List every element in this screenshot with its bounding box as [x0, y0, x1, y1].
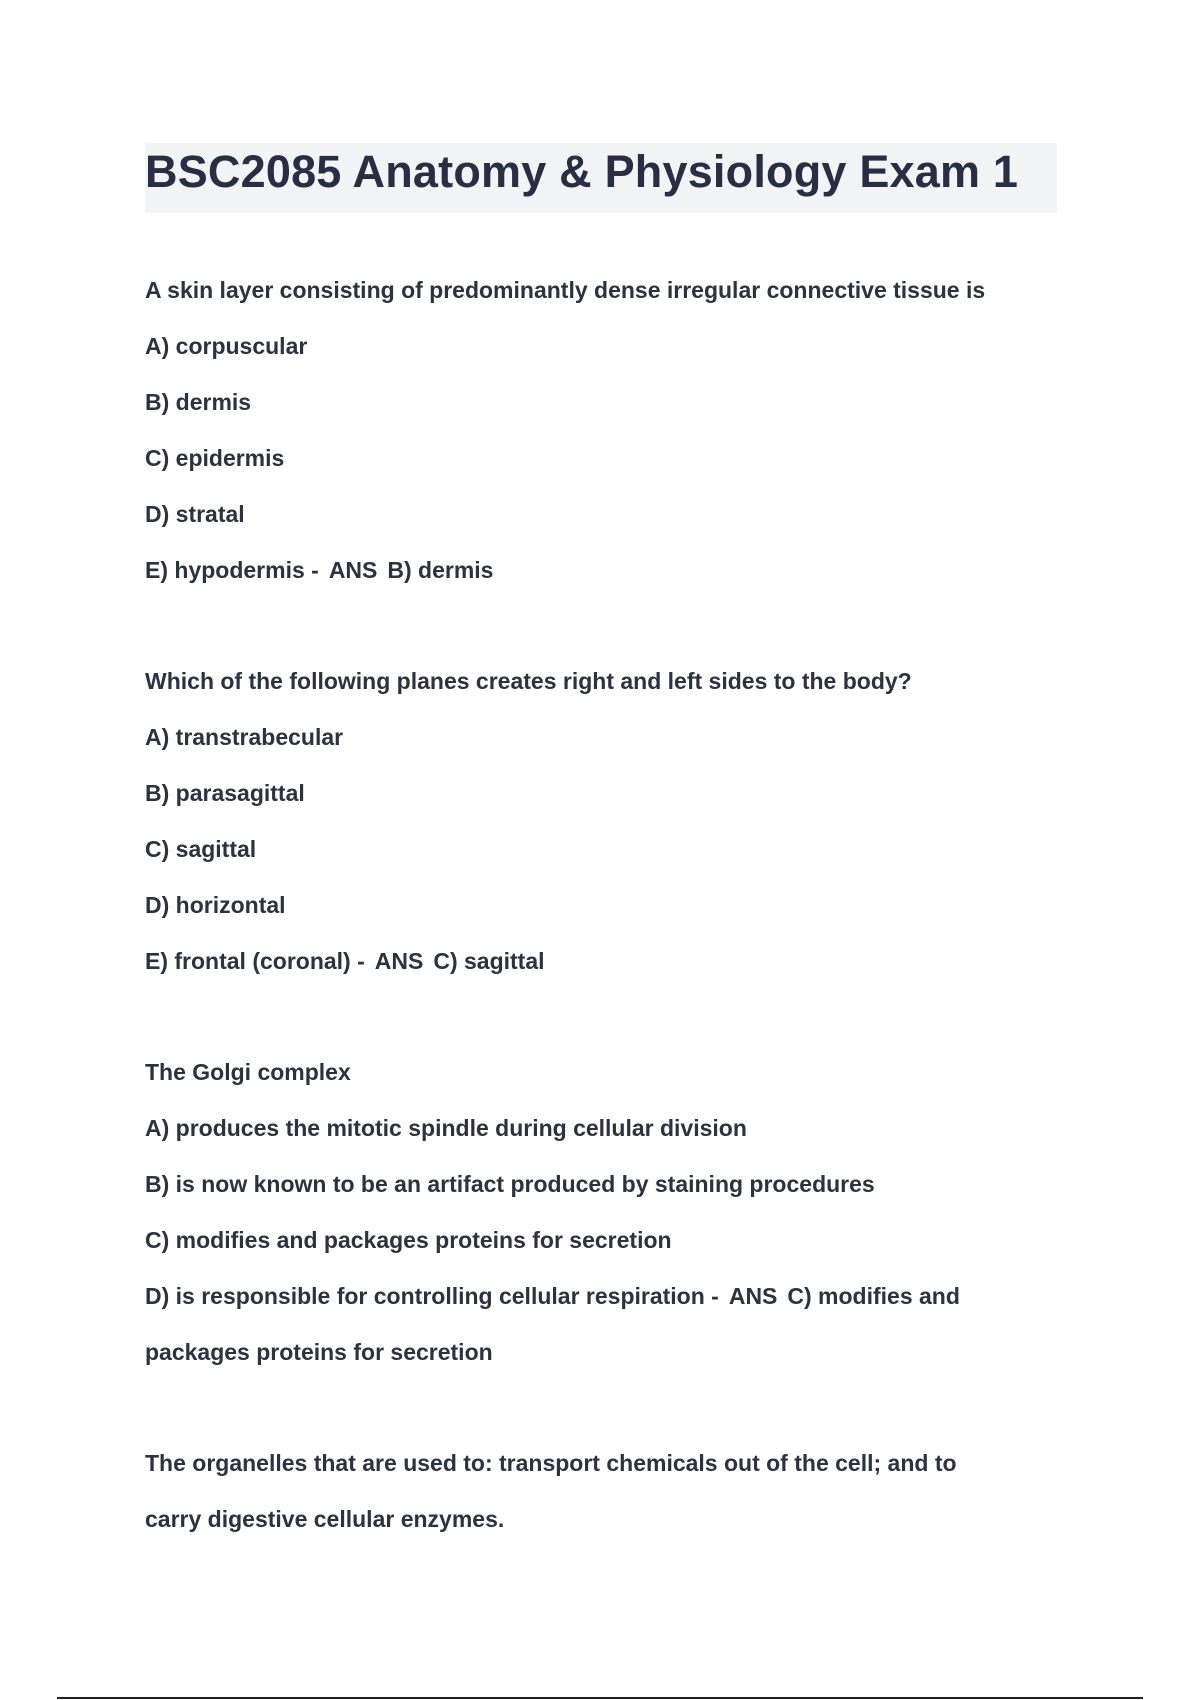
question-4 — [145, 1435, 1065, 1547]
question-prompt-line-1: The organelles that are used to: transport chemicals out of the cell; and to — [145, 1450, 957, 1476]
option: C) sagittal — [145, 836, 257, 862]
document-body — [145, 262, 1065, 1602]
question-3 — [145, 1044, 1065, 1380]
option: B) is now known to be an artifact produced by staining procedures — [145, 1171, 875, 1197]
page-title: BSC2085 Anatomy & Physiology Exam 1 — [145, 146, 1019, 197]
option-with-answer — [145, 933, 1065, 989]
answer-continued: packages proteins for secretion — [145, 1339, 493, 1365]
option: A) transtrabecular — [145, 724, 344, 750]
question-1 — [145, 262, 1065, 598]
answer: C) sagittal — [433, 948, 545, 974]
footer-divider — [57, 1697, 1143, 1699]
option: B) parasagittal — [145, 780, 305, 806]
option-with-answer — [145, 1268, 1065, 1324]
answer-label: ANS — [728, 1283, 778, 1309]
option: D) stratal — [145, 501, 245, 527]
answer-label: ANS — [328, 557, 378, 583]
answer: B) dermis — [387, 557, 494, 583]
answer-label: ANS — [374, 948, 424, 974]
question-2 — [145, 653, 1065, 989]
option: C) modifies and packages proteins for secretion — [145, 1227, 672, 1253]
option-with-answer — [145, 542, 1065, 598]
option: B) dermis — [145, 389, 252, 415]
question-prompt: A skin layer consisting of predominantly dense irregular connective tissue is — [145, 277, 986, 303]
option: A) produces the mitotic spindle during cellular division — [145, 1115, 747, 1141]
question-prompt: Which of the following planes creates right and left sides to the body? — [145, 668, 912, 694]
option: D) horizontal — [145, 892, 286, 918]
option: C) epidermis — [145, 445, 285, 471]
question-prompt: The Golgi complex — [145, 1059, 351, 1085]
question-prompt-line-2: carry digestive cellular enzymes. — [145, 1506, 505, 1532]
option: D) is responsible for controlling cellular respiration - — [145, 1283, 719, 1309]
answer: C) modifies and — [787, 1283, 960, 1309]
option: E) hypodermis - — [145, 557, 319, 583]
option: A) corpuscular — [145, 333, 308, 359]
option: E) frontal (coronal) - — [145, 948, 365, 974]
